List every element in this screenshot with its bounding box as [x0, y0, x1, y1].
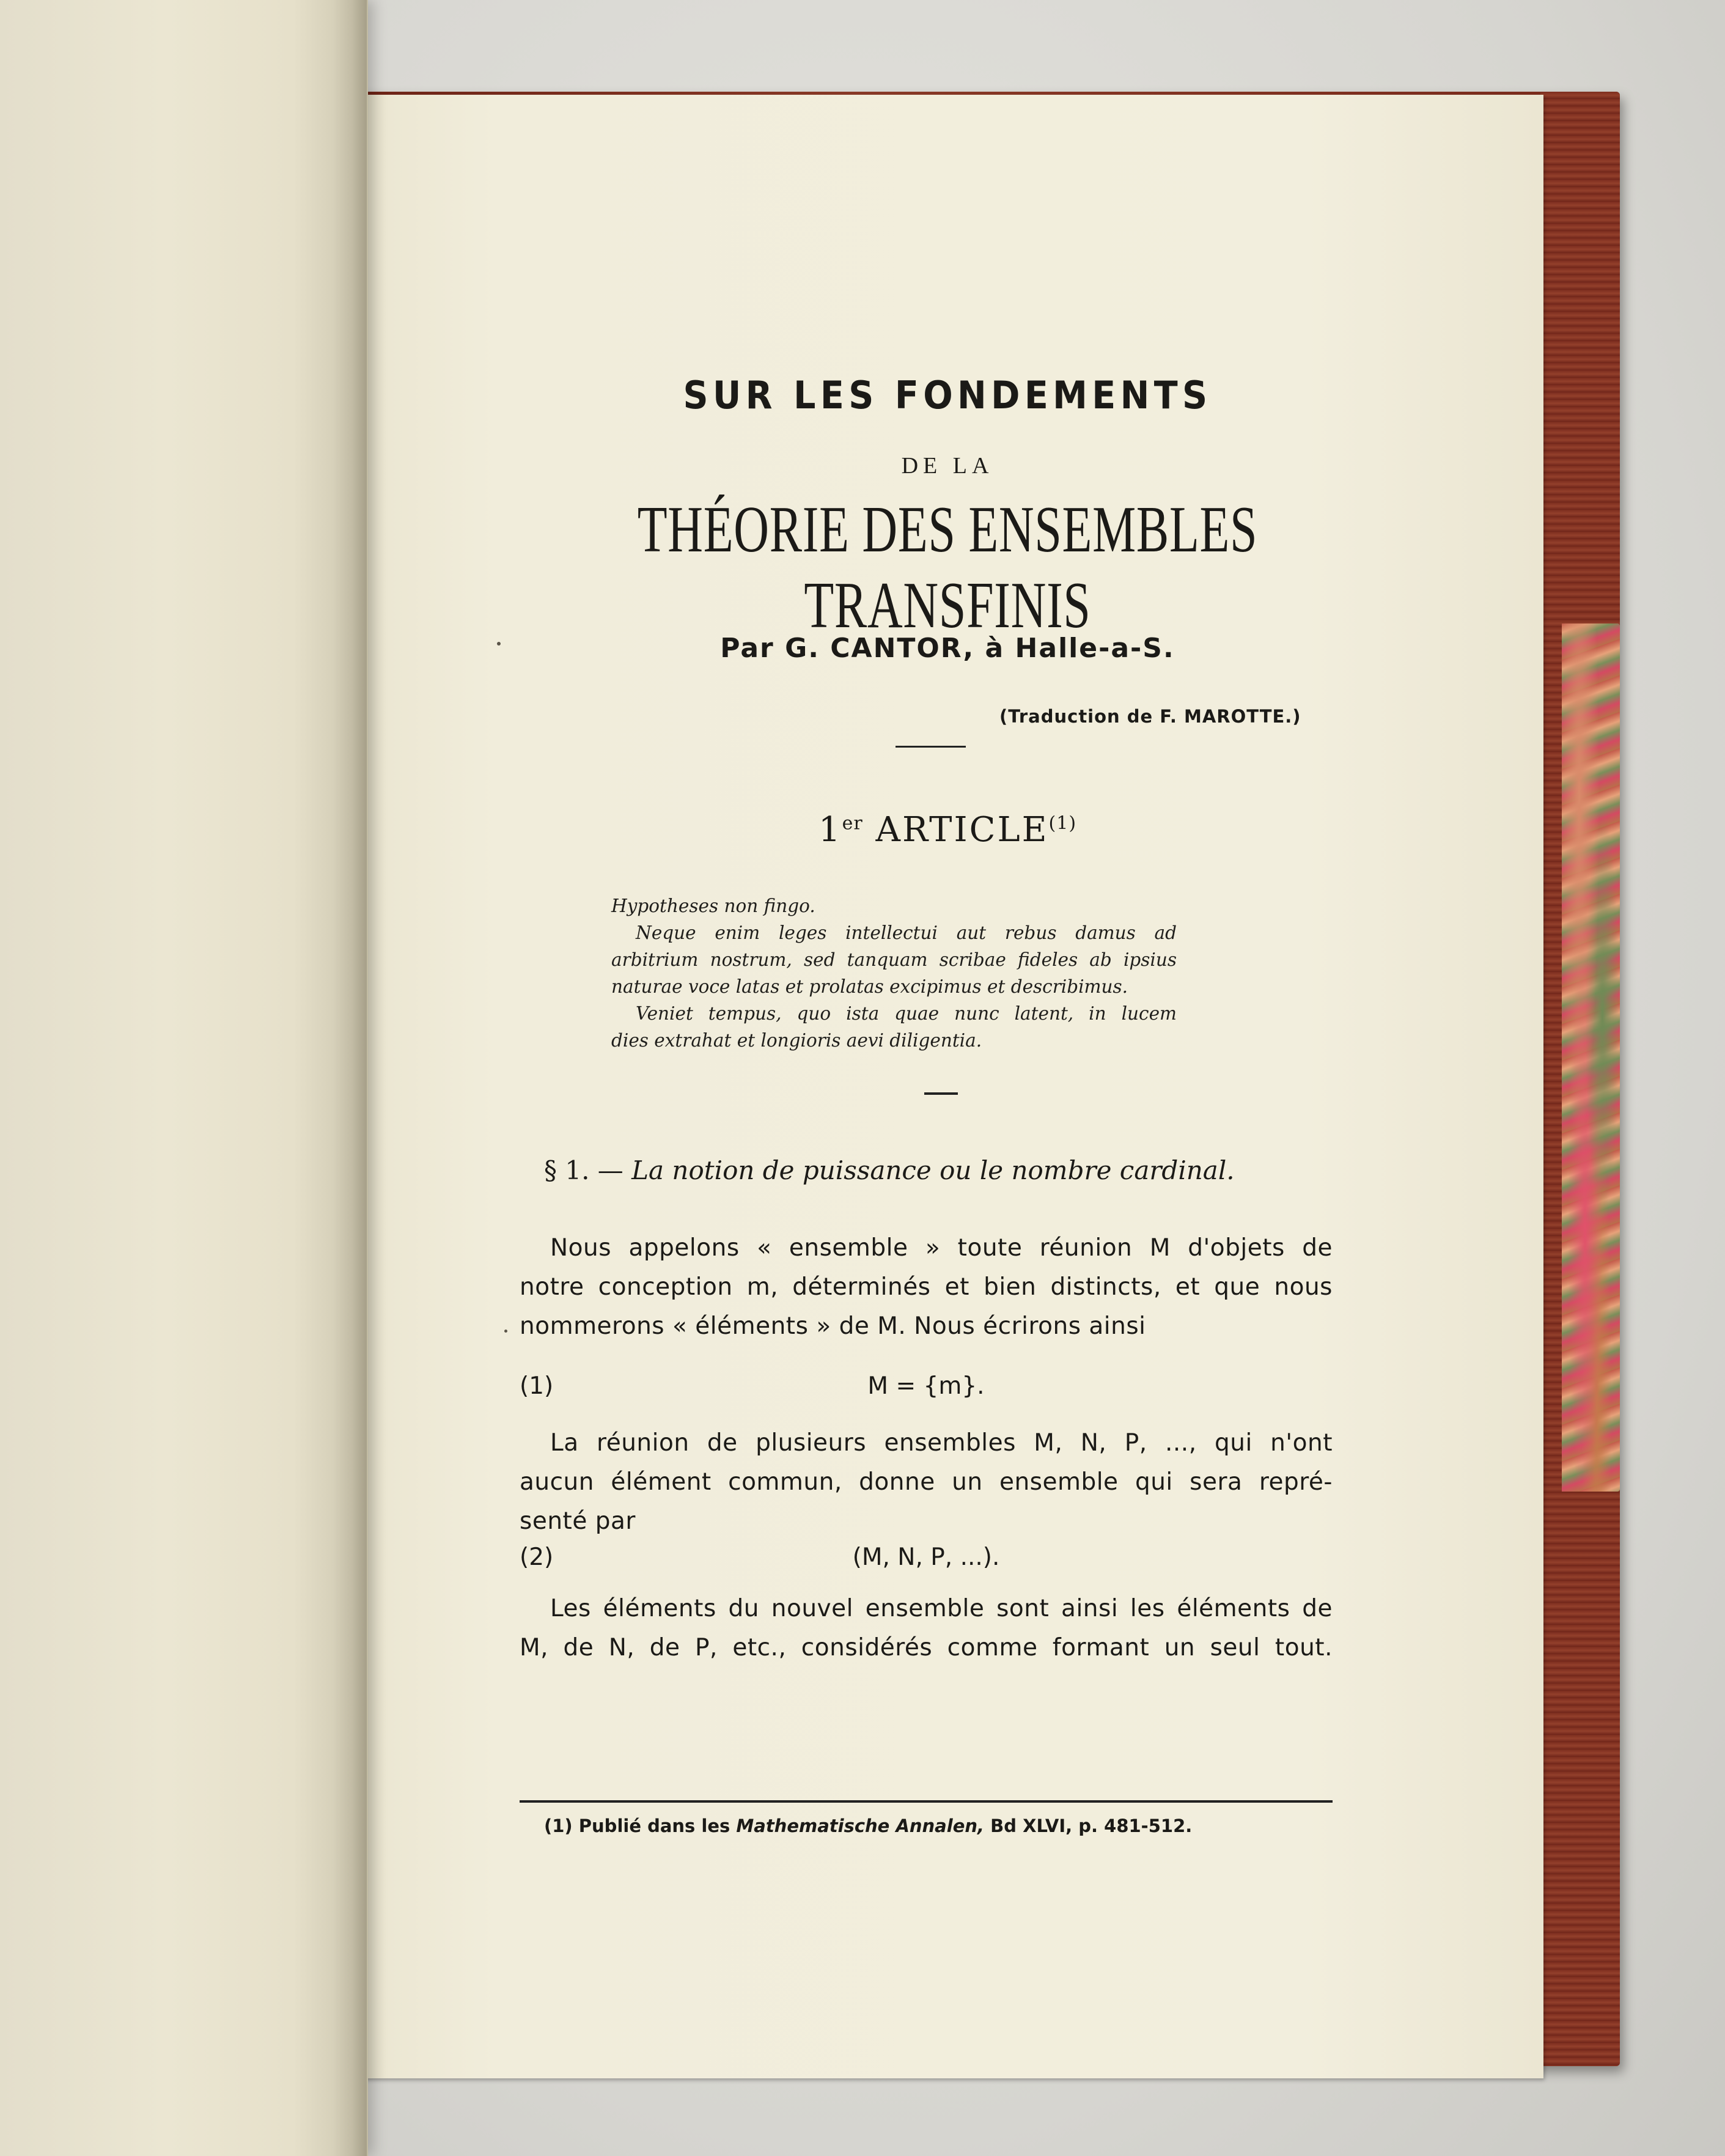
paragraph-line: aucun élément commun, donne un ensemble qui sera repré- [520, 1468, 1333, 1496]
epigraph-line: Neque enim leges intellectui aut rebus damus ad [636, 922, 1177, 943]
section-title: La notion de puissance ou le nombre cardinal. [631, 1155, 1235, 1185]
paragraph-3 [520, 1589, 1333, 1668]
epigraph-line: dies extrahat et longioris aevi diligentia. [611, 1030, 982, 1051]
left-page-shadow [333, 0, 367, 2156]
article-number: 1 [818, 810, 842, 850]
article-ordinal: er [842, 812, 863, 834]
marbled-endpaper [1562, 624, 1620, 1492]
paragraph-1 [520, 1229, 1333, 1346]
divider-rule-1 [896, 746, 966, 748]
epigraph-line: arbitrium nostrum, sed tanquam scribae fideles ab ipsius [611, 949, 1177, 970]
footnote-prefix: (1) Publié dans les [544, 1816, 737, 1836]
paper-speck [504, 1330, 507, 1333]
paragraph-line: senté par [520, 1507, 636, 1535]
article-footnote-mark: (1) [1048, 812, 1077, 834]
translator-credit: (Traduction de F. MAROTTE.) [999, 706, 1301, 727]
paragraph-line: Les éléments du nouvel ensemble sont ainsi les éléments de [550, 1595, 1333, 1622]
paragraph-line: Nous appelons « ensemble » toute réunion M d'objets de [550, 1234, 1333, 1262]
footnote-rule [520, 1800, 1333, 1803]
divider-rule-2 [924, 1092, 958, 1095]
equation-number: (1) [520, 1372, 554, 1400]
footnote [544, 1816, 1192, 1836]
footnote-journal: Mathematische Annalen, [736, 1816, 985, 1836]
epigraph [611, 892, 1177, 1054]
title-line-1: SUR LES FONDEMENTS [683, 373, 1212, 418]
epigraph-line: Hypotheses non fingo. [611, 896, 815, 916]
section-heading [544, 1155, 1235, 1185]
article-heading [351, 810, 1543, 850]
main-title: THÉORIE DES ENSEMBLES TRANSFINIS [637, 493, 1258, 642]
equation-expression: M = {m}. [867, 1372, 985, 1400]
paragraph-2 [520, 1424, 1333, 1541]
epigraph-line: Veniet tempus, quo ista quae nunc latent, in lucem [636, 1003, 1177, 1024]
paper-speck [497, 642, 501, 646]
paragraph-line: nommerons « éléments » de M. Nous écrirons ainsi [520, 1312, 1146, 1340]
article-word: ARTICLE [863, 810, 1049, 850]
section-number: § 1. — [544, 1155, 623, 1185]
title-line-2: DE LA [901, 453, 994, 479]
paragraph-line: notre conception m, déterminés et bien distincts, et que nous [520, 1273, 1333, 1301]
paragraph-line: M, de N, de P, etc., considérés comme formant un seul tout. [520, 1634, 1333, 1661]
footnote-suffix: Bd XLVI, p. 481-512. [984, 1816, 1193, 1836]
printed-page [351, 95, 1543, 2078]
equation-number: (2) [520, 1543, 554, 1571]
epigraph-line: naturae voce latas et prolatas excipimus et describimus. [611, 976, 1128, 997]
equation-expression: (M, N, P, ...). [852, 1543, 1000, 1571]
left-page [0, 0, 368, 2156]
author-byline: Par G. CANTOR, à Halle-a-S. [720, 633, 1175, 664]
paragraph-line: La réunion de plusieurs ensembles M, N, P, ..., qui n'ont [550, 1429, 1333, 1457]
